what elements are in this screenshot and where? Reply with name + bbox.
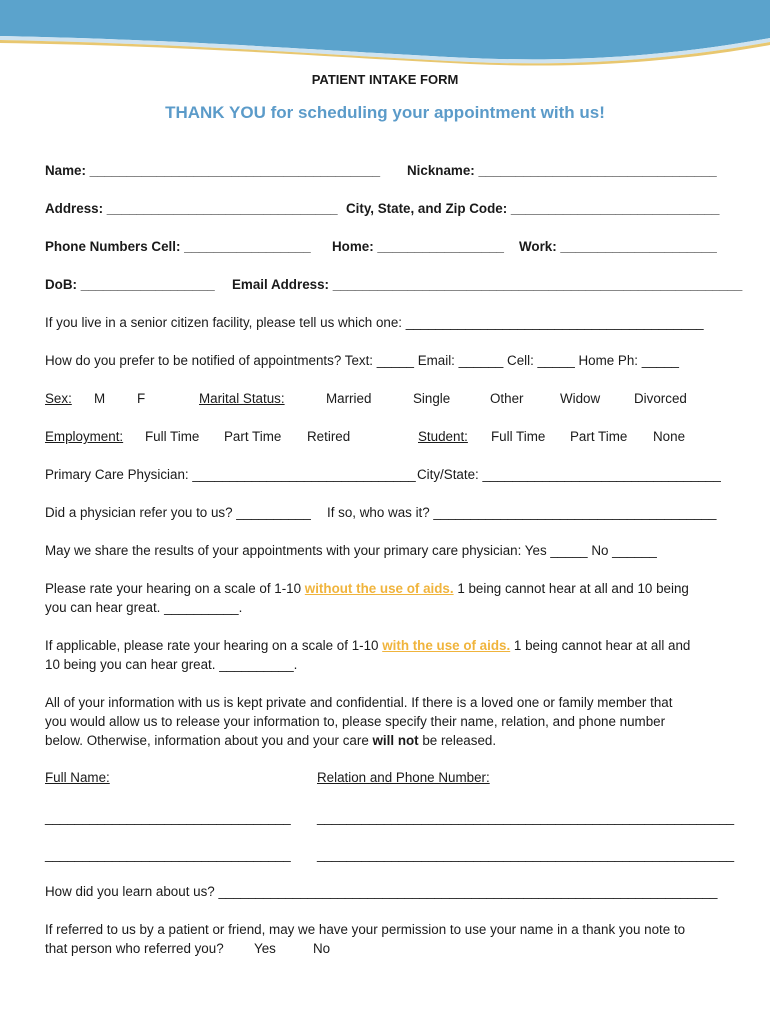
privacy-text-line1: All of your information with us is kept private and confidential. If there is a loved one or family member that [45,695,673,710]
header-wave-banner [0,0,770,70]
permission-text-line2: that person who referred you? [45,941,224,956]
dob-field[interactable]: DoB: __________________ [45,277,215,292]
work-phone-field[interactable]: Work: _____________________ [519,239,717,254]
marital-option-widow[interactable]: Widow [560,391,601,406]
employment-option-part-time[interactable]: Part Time [224,429,282,444]
primary-physician-field[interactable]: Primary Care Physician: ______________________________ [45,467,416,482]
sex-label: Sex: [45,391,72,406]
hearing-without-aids-field[interactable]: you can hear great. __________. [45,600,243,615]
cell-phone-field[interactable]: Phone Numbers Cell: _________________ [45,239,311,254]
hearing-with-aids-scale: 1 being cannot hear at all and [510,638,691,653]
hearing-with-aids-field[interactable]: 10 being you can hear great. __________. [45,657,298,672]
marital-status-label: Marital Status: [199,391,285,406]
physician-referral-field[interactable]: Did a physician refer you to us? __________ [45,505,311,520]
share-results-field[interactable]: May we share the results of your appointments with your primary care physician: Yes _____ No ______ [45,543,657,558]
hearing-with-aids-text: If applicable, please rate your hearing on a scale of 1-10 [45,638,383,653]
privacy-text-line2: you would allow us to release your information to, please specify their name, relation, and phone number [45,714,666,729]
name-field[interactable]: Name: _______________________________________ [45,163,381,178]
contact-name-field-2[interactable]: _________________________________ [45,847,291,862]
marital-option-married[interactable]: Married [326,391,372,406]
marital-option-other[interactable]: Other [490,391,524,406]
privacy-text-after: be released. [418,733,497,748]
learn-about-us-field[interactable]: How did you learn about us? ___________________________________________________________________ [45,884,718,899]
sex-option-f[interactable]: F [137,391,146,406]
employment-option-retired[interactable]: Retired [307,429,351,444]
with-aids-highlight: with the use of aids. [382,638,511,653]
student-option-none[interactable]: None [653,429,686,444]
form-title: PATIENT INTAKE FORM [311,72,459,87]
privacy-text-line3 [45,733,496,748]
employment-option-full-time[interactable]: Full Time [145,429,200,444]
referring-physician-field[interactable]: If so, who was it? ______________________________________ [327,505,717,520]
hearing-without-aids-text: Please rate your hearing on a scale of 1-10 [45,581,305,596]
city-state-zip-field[interactable]: City, State, and Zip Code: ____________________________ [346,201,720,216]
contact-name-field-1[interactable]: _________________________________ [45,810,291,825]
senior-facility-field[interactable]: If you live in a senior citizen facility, please tell us which one: ________________________________________ [45,315,704,330]
employment-label: Employment: [45,429,124,444]
address-field[interactable]: Address: _______________________________ [45,201,338,216]
notification-preference-field[interactable]: How do you prefer to be notified of appointments? Text: _____ Email: ______ Cell: _____ Home Ph: _____ [45,353,679,368]
permission-text-line1: If referred to us by a patient or friend, may we have your permission to use your name in a thank you note to [45,922,686,937]
without-aids-highlight: without the use of aids. [304,581,454,596]
relation-phone-label: Relation and Phone Number: [317,770,490,785]
student-option-part-time[interactable]: Part Time [570,429,628,444]
marital-option-divorced[interactable]: Divorced [634,391,687,406]
hearing-without-aids-line1 [45,581,689,596]
thank-you-heading: THANK YOU for scheduling your appointment with us! [165,103,605,122]
sex-option-m[interactable]: M [94,391,106,406]
full-name-label: Full Name: [45,770,110,785]
permission-no-option[interactable]: No [313,941,331,956]
hearing-without-aids-scale: 1 being cannot hear at all and 10 being [453,581,689,596]
hearing-with-aids-line1 [45,638,690,653]
student-label: Student: [418,429,468,444]
physician-city-state-field[interactable]: City/State: ________________________________ [417,467,721,482]
privacy-text-before: below. Otherwise, information about you and your care [45,733,373,748]
contact-relation-field-1[interactable]: ________________________________________________________ [317,810,735,825]
home-phone-field[interactable]: Home: _________________ [332,239,504,254]
marital-option-single[interactable]: Single [413,391,451,406]
student-option-full-time[interactable]: Full Time [491,429,546,444]
privacy-will-not: will not [372,733,419,748]
contact-relation-field-2[interactable]: ________________________________________________________ [317,847,735,862]
nickname-field[interactable]: Nickname: ________________________________ [407,163,717,178]
permission-yes-option[interactable]: Yes [254,941,276,956]
email-field[interactable]: Email Address: _______________________________________________________ [232,277,743,292]
